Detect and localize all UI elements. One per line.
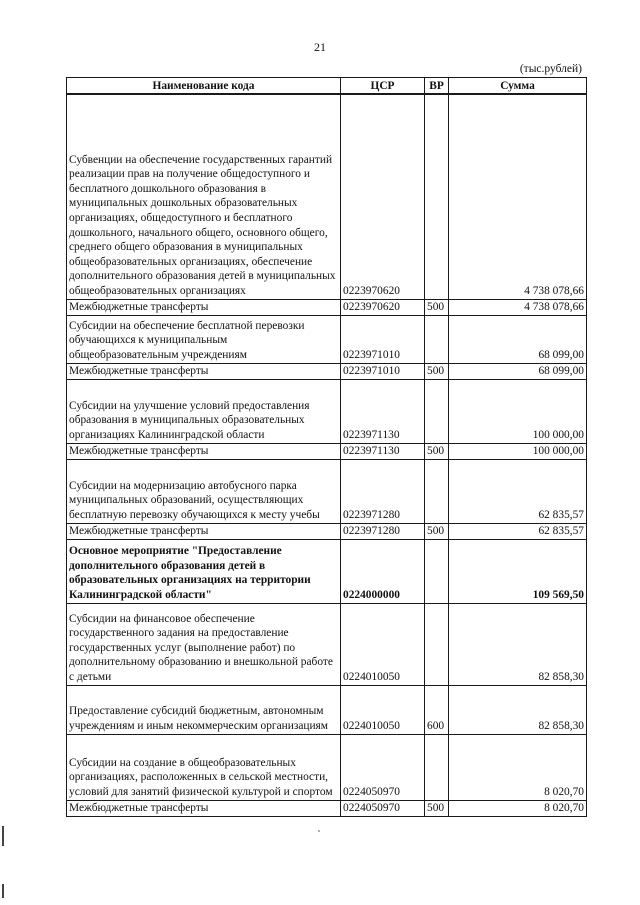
row-name: Субвенции на обеспечение государственных гарантий реализации прав на получение общедоступного и бесплатного дошкольного образования в муниципальных дошкольных образовательных организациях, общедоступного и бесплатного дошкольного, начального общего, основного общего, среднего общего образования в муниципальных общеобразовательных организациях, обеспечение дополнительного образования детей в муниципальных общеобразовательных организациях [67, 94, 341, 299]
table-row [67, 539, 587, 603]
row-vr: 500 [425, 800, 449, 816]
scan-dot [318, 830, 320, 832]
row-name: Межбюджетные трансферты [67, 299, 341, 315]
row-name: Межбюджетные трансферты [67, 363, 341, 379]
table-row [67, 94, 587, 299]
units-label: (тыс.рублей) [519, 63, 582, 75]
row-vr [425, 94, 449, 299]
row-vr: 600 [425, 685, 449, 734]
row-vr: 500 [425, 443, 449, 459]
row-name: Предоставление субсидий бюджетным, автономным учреждениям и иным некоммерческим организациям [67, 685, 341, 734]
row-csr: 0223971280 [341, 459, 425, 523]
budget-table [66, 77, 587, 817]
table-row [67, 363, 587, 379]
row-vr [425, 379, 449, 443]
row-vr [425, 603, 449, 685]
row-name: Межбюджетные трансферты [67, 443, 341, 459]
row-sum: 68 099,00 [449, 315, 587, 363]
row-csr: 0223970620 [341, 299, 425, 315]
row-name: Межбюджетные трансферты [67, 523, 341, 539]
row-sum: 4 738 078,66 [449, 94, 587, 299]
table-row [67, 523, 587, 539]
row-name: Межбюджетные трансферты [67, 800, 341, 816]
row-csr: 0223970620 [341, 94, 425, 299]
row-sum: 100 000,00 [449, 443, 587, 459]
table-row [67, 603, 587, 685]
table-row [67, 685, 587, 734]
row-sum: 4 738 078,66 [449, 299, 587, 315]
row-sum: 68 099,00 [449, 363, 587, 379]
row-name: Субсидии на обеспечение бесплатной перевозки обучающихся к муниципальным общеобразовательным учреждениям [67, 315, 341, 363]
row-sum: 109 569,50 [449, 539, 587, 603]
row-name: Субсидии на финансовое обеспечение государственного задания на предоставление государственных услуг (выполнение работ) по дополнительному образованию и внешкольной работе с детьми [67, 603, 341, 685]
header-vr: ВР [425, 78, 449, 95]
row-sum: 82 858,30 [449, 603, 587, 685]
row-csr: 0223971010 [341, 363, 425, 379]
header-csr: ЦСР [341, 78, 425, 95]
table-header-row [67, 78, 587, 95]
scan-edge-mark [2, 826, 4, 846]
row-csr: 0224000000 [341, 539, 425, 603]
row-name: Основное мероприятие "Предоставление дополнительного образования детей в образовательных организациях на территории Калининградской области" [67, 539, 341, 603]
row-vr: 500 [425, 523, 449, 539]
row-name: Субсидии на модернизацию автобусного парка муниципальных образований, осуществляющих бесплатную перевозку обучающихся к месту учебы [67, 459, 341, 523]
table-row [67, 800, 587, 816]
row-vr [425, 539, 449, 603]
row-csr: 0224050970 [341, 800, 425, 816]
row-csr: 0223971130 [341, 379, 425, 443]
row-csr: 0224010050 [341, 603, 425, 685]
row-sum: 62 835,57 [449, 459, 587, 523]
header-sum: Сумма [449, 78, 587, 95]
row-name: Субсидии на улучшение условий предоставления образования в муниципальных образовательных организациях Калининградской области [67, 379, 341, 443]
row-csr: 0224050970 [341, 734, 425, 800]
header-name: Наименование кода [67, 78, 341, 95]
row-vr [425, 315, 449, 363]
row-csr: 0223971280 [341, 523, 425, 539]
row-sum: 8 020,70 [449, 800, 587, 816]
table-row [67, 459, 587, 523]
row-vr [425, 734, 449, 800]
row-csr: 0224010050 [341, 685, 425, 734]
row-sum: 62 835,57 [449, 523, 587, 539]
scan-edge-mark [2, 884, 4, 898]
row-csr: 0223971010 [341, 315, 425, 363]
row-name: Субсидии на создание в общеобразовательных организациях, расположенных в сельской местности, условий для занятий физической культурой и спортом [67, 734, 341, 800]
table-row [67, 315, 587, 363]
row-sum: 82 858,30 [449, 685, 587, 734]
row-sum: 8 020,70 [449, 734, 587, 800]
page-number: 21 [314, 40, 326, 54]
table-row [67, 379, 587, 443]
row-vr: 500 [425, 299, 449, 315]
row-vr: 500 [425, 363, 449, 379]
table-row [67, 734, 587, 800]
table-row [67, 299, 587, 315]
table-row [67, 443, 587, 459]
row-csr: 0223971130 [341, 443, 425, 459]
row-sum: 100 000,00 [449, 379, 587, 443]
row-vr [425, 459, 449, 523]
